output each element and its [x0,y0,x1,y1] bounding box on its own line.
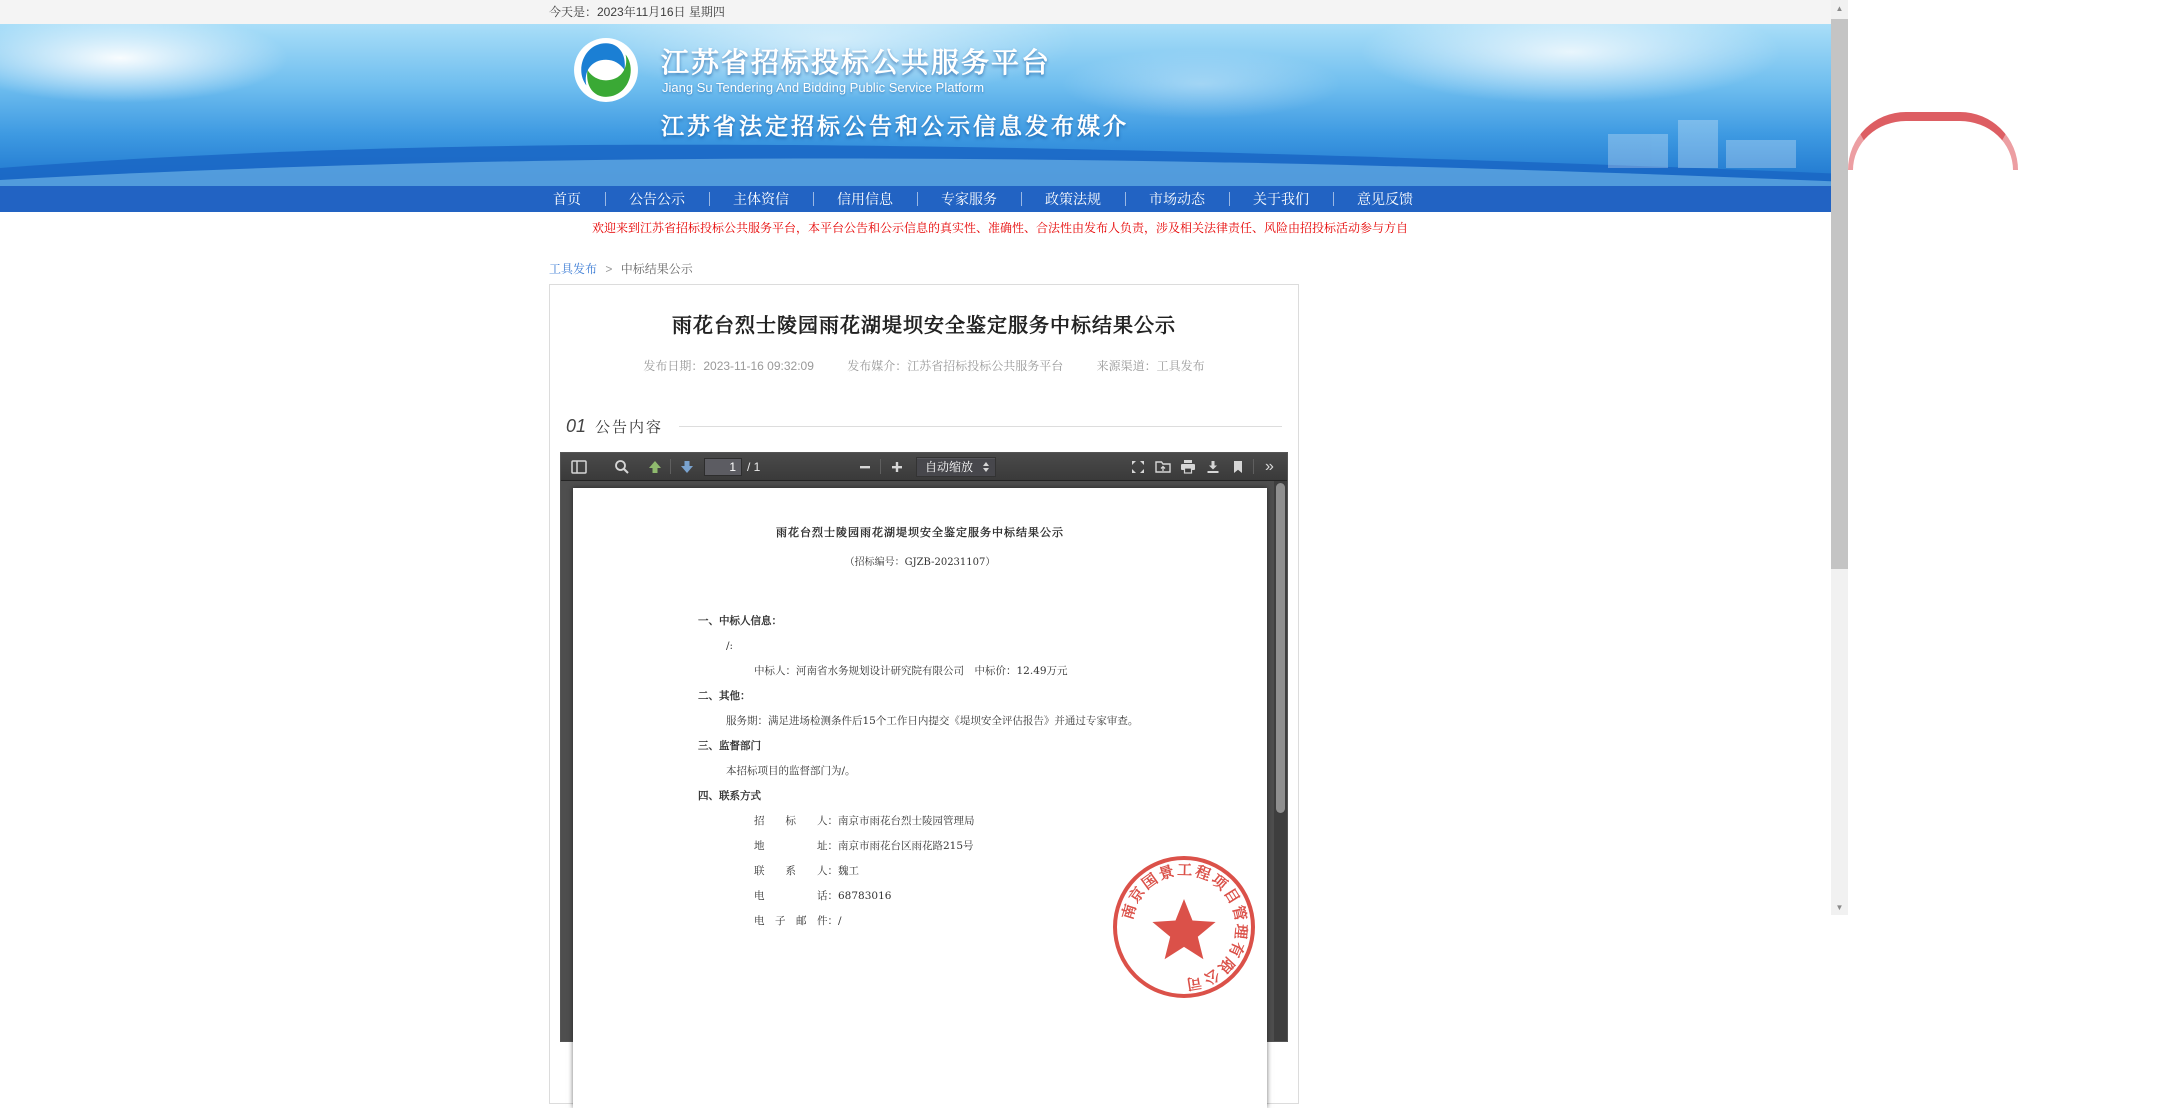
zoom-in-button[interactable] [884,456,909,478]
site-title-english: Jiang Su Tendering And Bidding Public Service Platform [662,80,985,95]
top-date-bar [0,0,1848,24]
nav-item-policies[interactable]: 政策法规 [1021,189,1125,209]
nav-item-market-news[interactable]: 市场动态 [1125,189,1229,209]
pdf-canvas-area[interactable] [561,481,1287,1041]
page-number-input[interactable] [704,458,742,476]
pdf-doc-tender-number: （招标编号：GJZB-20231107） [844,557,996,568]
section-divider-line [679,426,1282,427]
doc-line: 地 址：南京市雨花台区雨花路215号 [754,840,974,852]
main-navigation [0,186,1848,212]
doc-line: /: [726,640,734,652]
doc-line: 三、监督部门 [698,740,761,752]
scrollbar-thumb[interactable] [1831,19,1848,569]
plus-icon [891,461,903,473]
minus-icon [859,461,871,473]
doc-line: 服务期：满足进场检测条件后15个工作日内提交《堤坝安全评估报告》并通过专家审查。 [726,715,1139,727]
toolbar-separator [670,459,671,474]
stadium-arch-decoration [1848,112,2018,170]
dropdown-caret-icon [982,461,990,473]
section-title: 公告内容 [595,419,664,436]
nav-item-announcements[interactable]: 公告公示 [605,189,709,209]
publish-date: 发布日期：2023-11-16 09:32:09 [643,359,814,373]
doc-line: 本招标项目的监督部门为/。 [726,765,856,777]
notice-bar [0,212,1848,243]
breadcrumb [549,260,1299,277]
fullscreen-icon [1130,459,1146,475]
sidebar-toggle-icon [571,460,587,474]
doc-line: 四、联系方式 [698,790,761,802]
arrow-up-icon [648,460,662,474]
doc-line: 二、其他： [698,690,751,702]
zoom-scale-value: 自动缩放 [925,460,974,474]
toolbar-separator [880,459,881,474]
article-meta [560,357,1288,374]
doc-line: 招 标 人：南京市雨花台烈士陵园管理局 [754,815,975,827]
page-count-label: / 1 [747,459,761,474]
pdf-scrollbar-thumb[interactable] [1276,483,1285,813]
open-file-icon [1155,460,1171,474]
platform-logo [573,37,639,103]
source-channel: 来源渠道：工具发布 [1096,359,1205,373]
nav-item-credit-info[interactable]: 信用信息 [813,189,917,209]
pdf-toolbar [561,453,1287,481]
doc-line: 联 系 人：魏工 [754,865,859,877]
bookmark-icon [1232,460,1244,474]
zoom-scale-select[interactable] [916,457,996,477]
doc-line: 电 子 邮 件：/ [754,915,842,927]
print-button[interactable] [1175,456,1200,478]
publish-media: 发布媒介：江苏省招标投标公共服务平台 [847,359,1064,373]
search-icon [614,459,629,474]
breadcrumb-separator: > [605,262,613,276]
more-tools-button[interactable] [1257,456,1282,478]
nav-item-expert-services[interactable]: 专家服务 [917,189,1021,209]
nav-item-feedback[interactable]: 意见反馈 [1333,189,1437,209]
section-number: 01 [566,416,587,436]
page-scrollbar[interactable] [1831,0,1848,915]
find-button[interactable] [609,456,634,478]
scrollbar-down-arrow[interactable]: ▼ [1835,902,1844,912]
previous-page-button[interactable] [642,456,667,478]
zoom-out-button[interactable] [852,456,877,478]
presentation-mode-button[interactable] [1125,456,1150,478]
site-banner [0,24,1848,186]
page-title: 雨花台烈士陵园雨花湖堤坝安全鉴定服务中标结果公示 [672,315,1176,337]
arrow-down-icon [680,460,694,474]
company-seal [1109,852,1259,1002]
printer-icon [1180,459,1196,474]
banner-cityscape-decoration [1598,102,2158,182]
toolbar-separator [1253,459,1254,474]
download-button[interactable] [1200,456,1225,478]
sidebar-toggle-button[interactable] [566,456,591,478]
open-file-button[interactable] [1150,456,1175,478]
pdf-page [573,488,1267,1108]
nav-item-home[interactable]: 首页 [553,191,581,207]
double-chevron-icon: » [1265,457,1274,475]
next-page-button[interactable] [674,456,699,478]
nav-item-entity-credit[interactable]: 主体资信 [709,189,813,209]
doc-line: 电 话：68783016 [754,890,892,902]
bookmark-button[interactable] [1225,456,1250,478]
site-title: 江苏省招标投标公共服务平台 [661,47,1052,78]
site-subtitle: 江苏省法定招标公告和公示信息发布媒介 [661,113,1129,139]
scrollbar-up-arrow[interactable]: ▲ [1835,3,1844,13]
announcement-card [549,284,1299,1104]
pdf-scrollbar[interactable] [1274,481,1287,1041]
doc-line: 中标人：河南省水务规划设计研究院有限公司 中标价：12.49万元 [754,665,1068,677]
breadcrumb-current: 中标结果公示 [620,262,693,276]
pdf-viewer [560,452,1288,1042]
notice-marquee-text: 欢迎来到江苏省招标投标公共服务平台，本平台公告和公示信息的真实性、准确性、合法性由发布人负责，涉及相关法律责任、风险由招投标活动参与方自 [592,221,1409,235]
section-heading [560,416,1288,437]
breadcrumb-link-tool-publish[interactable]: 工具发布 [549,262,598,276]
download-icon [1206,460,1220,474]
doc-line: 一、中标人信息： [698,615,782,627]
pdf-doc-title: 雨花台烈士陵园雨花湖堤坝安全鉴定服务中标结果公示 [776,526,1064,539]
current-date-text: 今天是：2023年11月16日 星期四 [549,5,725,19]
seal-star [1152,899,1215,959]
seal-text: 南京国景工程项目管理有限公司 [1118,860,1251,994]
nav-item-about-us[interactable]: 关于我们 [1229,189,1333,209]
